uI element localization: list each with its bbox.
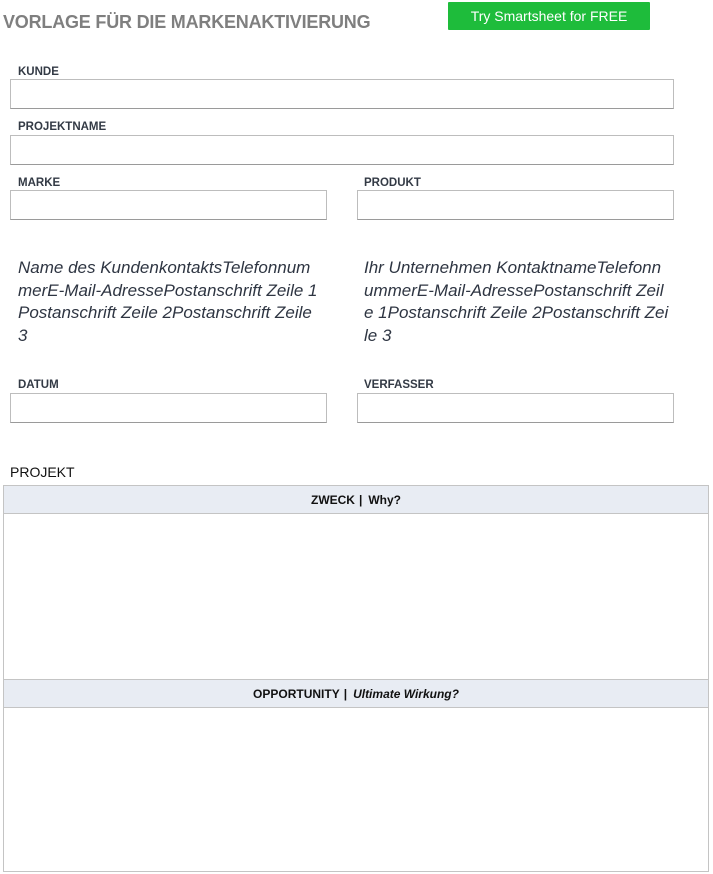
opportunity-separator: | [343, 686, 348, 701]
kunde-input[interactable] [10, 79, 674, 109]
client-address-line-2: Postanschrift Zeile 2 [18, 303, 173, 322]
client-contact-name: Name des Kundenkontakts [18, 258, 223, 277]
opportunity-header [4, 680, 708, 708]
marke-label: MARKE [18, 177, 61, 189]
opportunity-label: OPPORTUNITY [253, 686, 340, 701]
client-contact-block[interactable] [18, 257, 323, 347]
try-smartsheet-button[interactable]: Try Smartsheet for FREE [448, 2, 650, 30]
company-address-line-3: Postanschrift Zeile 3 [364, 303, 669, 345]
client-email: E-Mail-Adresse [47, 280, 164, 300]
page-title: VORLAGE FÜR DIE MARKENAKTIVIERUNG [3, 12, 371, 32]
company-address-line-1: Postanschrift Zeile 1 [364, 280, 664, 322]
zweck-header [4, 486, 708, 514]
zweck-content-area[interactable] [4, 514, 708, 680]
datum-input[interactable] [10, 393, 327, 423]
projektname-input[interactable] [10, 135, 674, 165]
produkt-input[interactable] [357, 190, 674, 220]
produkt-label: PRODUKT [364, 177, 421, 189]
opportunity-content-area[interactable] [4, 708, 708, 871]
client-address-line-3: Postanschrift Zeile 3 [18, 303, 312, 345]
company-contact-block[interactable] [364, 257, 669, 347]
company-phone: Telefonnummer [364, 258, 662, 300]
zweck-separator: | [358, 492, 363, 507]
marke-input[interactable] [10, 190, 327, 220]
company-email: E-Mail-Adresse [416, 280, 534, 300]
zweck-label: ZWECK [310, 492, 355, 507]
company-contact-name: Ihr Unternehmen Kontaktname [364, 258, 597, 277]
verfasser-label: VERFASSER [364, 379, 434, 391]
projekt-table [3, 485, 709, 872]
opportunity-question: Ultimate Wirkung? [353, 686, 459, 701]
client-phone: Telefonnummer [18, 258, 311, 300]
client-address-line-1: Postanschrift Zeile 1 [163, 280, 318, 300]
projektname-label: PROJEKTNAME [18, 121, 107, 133]
datum-label: DATUM [18, 379, 59, 391]
projekt-section-label: PROJEKT [10, 464, 75, 480]
kunde-label: KUNDE [18, 66, 59, 78]
company-address-line-2: Postanschrift Zeile 2 [387, 303, 542, 322]
zweck-question: Why? [368, 492, 402, 507]
verfasser-input[interactable] [357, 393, 674, 423]
